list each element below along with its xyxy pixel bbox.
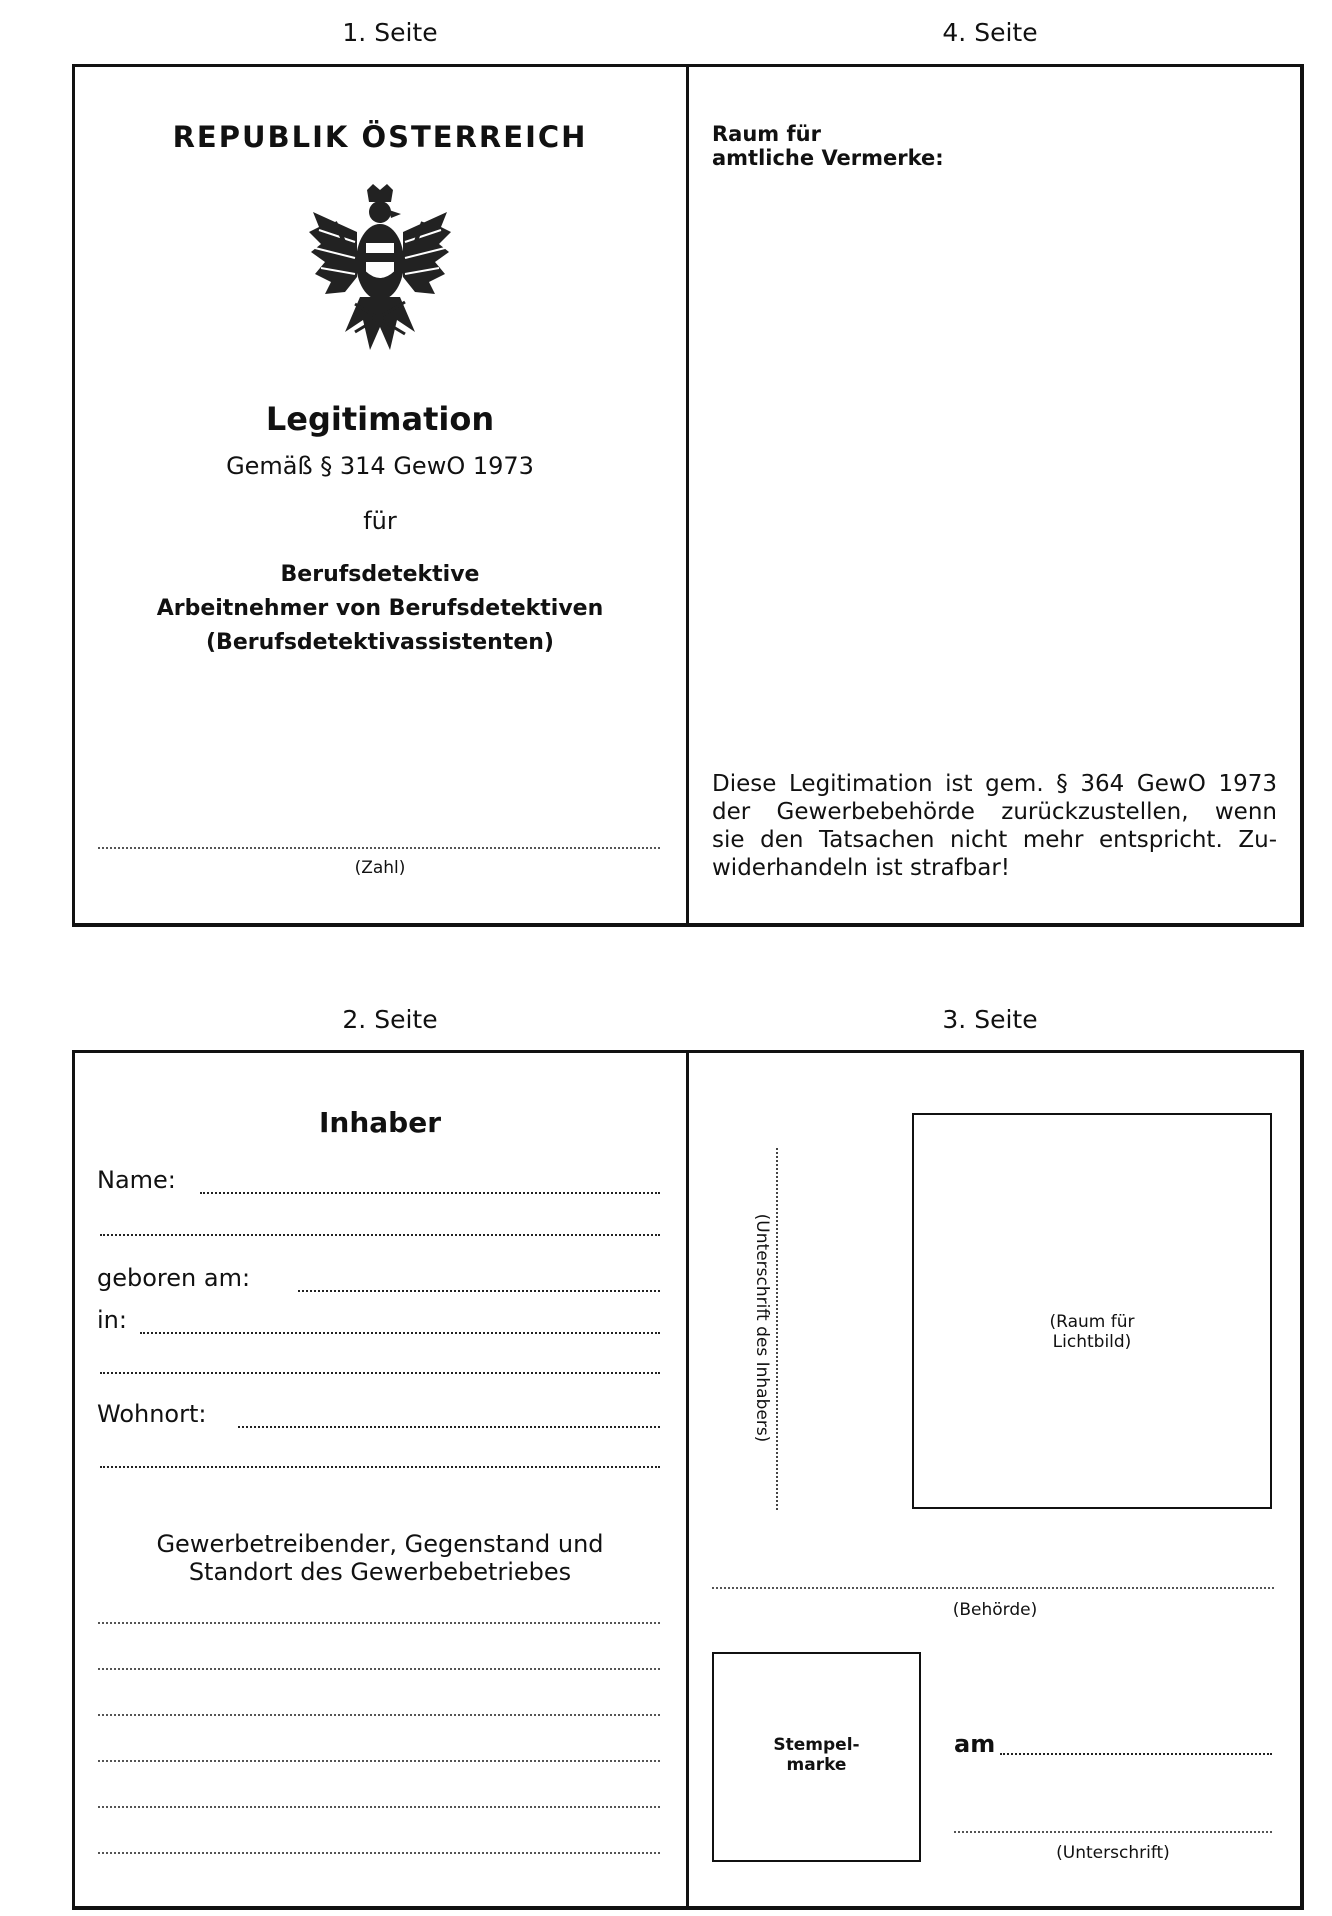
label-page-3: 3. Seite: [942, 1005, 1038, 1034]
birthplace-label: in:: [97, 1306, 127, 1334]
birthplace-field[interactable]: [140, 1332, 660, 1334]
return-notice-line-4: widerhandeln ist strafbar!: [712, 855, 1011, 881]
card-bottom-divider: [686, 1052, 689, 1907]
holder-signature-line[interactable]: [776, 1148, 778, 1510]
signature-label: (Unterschrift): [1056, 1843, 1170, 1863]
official-notes-heading-line-1: Raum für: [712, 122, 821, 146]
stamp-label: [712, 1735, 921, 1775]
residence-label: Wohnort:: [97, 1400, 207, 1428]
zahl-line[interactable]: [98, 847, 660, 849]
coat-of-arms: [305, 182, 455, 357]
authority-label: (Behörde): [952, 1600, 1038, 1620]
official-notes-heading-line-2: amtliche Vermerke:: [712, 146, 944, 170]
business-line-3[interactable]: [98, 1714, 660, 1716]
profession-line-2: Arbeitnehmer von Berufsdetektiven: [156, 596, 604, 621]
birthplace-field-2[interactable]: [100, 1372, 660, 1374]
name-field-2[interactable]: [100, 1234, 660, 1236]
date-label: am: [954, 1730, 996, 1758]
birthdate-label: geboren am:: [97, 1264, 251, 1292]
business-line-1[interactable]: [98, 1622, 660, 1624]
stamp-label-line-1: Stempel-: [773, 1735, 860, 1755]
holder-heading: Inhaber: [318, 1106, 442, 1139]
business-heading-line-1: Gewerbetreibender, Gegenstand und: [156, 1530, 604, 1558]
date-field[interactable]: [1000, 1753, 1272, 1755]
zahl-label: (Zahl): [354, 858, 406, 878]
business-heading-line-2: Standort des Gewerbebetriebes: [188, 1558, 572, 1586]
return-notice-line-3: sie den Tatsachen nicht mehr entspricht. Zu-: [712, 827, 1277, 853]
photo-label: [912, 1312, 1272, 1352]
stamp-label-line-2: marke: [786, 1755, 847, 1775]
label-page-2: 2. Seite: [342, 1005, 438, 1034]
birthdate-field[interactable]: [298, 1290, 660, 1292]
profession-line-1: Berufsdetektive: [280, 562, 480, 587]
legal-basis: Gemäß § 314 GewO 1973: [226, 452, 534, 480]
return-notice-line-2: der Gewerbebehörde zurückzustellen, wenn: [712, 799, 1277, 825]
name-label: Name:: [97, 1166, 176, 1194]
business-line-4[interactable]: [98, 1760, 660, 1762]
legitimation-title: Legitimation: [265, 400, 495, 438]
profession-line-3: (Berufsdetektivassistenten): [206, 630, 554, 655]
business-line-2[interactable]: [98, 1668, 660, 1670]
business-heading: [75, 1530, 685, 1586]
eagle-emblem-icon: [305, 182, 455, 357]
official-notes-heading: [712, 122, 944, 170]
residence-field[interactable]: [238, 1426, 660, 1428]
photo-label-line-1: (Raum für: [1049, 1312, 1135, 1332]
authority-line[interactable]: [712, 1587, 1274, 1589]
photo-label-line-2: Lichtbild): [1052, 1332, 1132, 1352]
business-line-6[interactable]: [98, 1852, 660, 1854]
return-notice-line-1: Diese Legitimation ist gem. § 364 GewO 1973: [712, 771, 1277, 797]
residence-field-2[interactable]: [100, 1466, 660, 1468]
republic-title: REPUBLIK ÖSTERREICH: [172, 120, 588, 154]
photo-box: [912, 1113, 1272, 1509]
label-page-1: 1. Seite: [342, 18, 438, 47]
label-page-4: 4. Seite: [942, 18, 1038, 47]
return-notice: [712, 770, 1277, 882]
name-field[interactable]: [200, 1192, 660, 1194]
fuer-text: für: [363, 507, 397, 535]
card-top-divider: [686, 66, 689, 924]
signature-line[interactable]: [954, 1831, 1272, 1833]
holder-signature-label: (Unterschrift des Inhabers): [752, 1213, 772, 1443]
business-line-5[interactable]: [98, 1806, 660, 1808]
